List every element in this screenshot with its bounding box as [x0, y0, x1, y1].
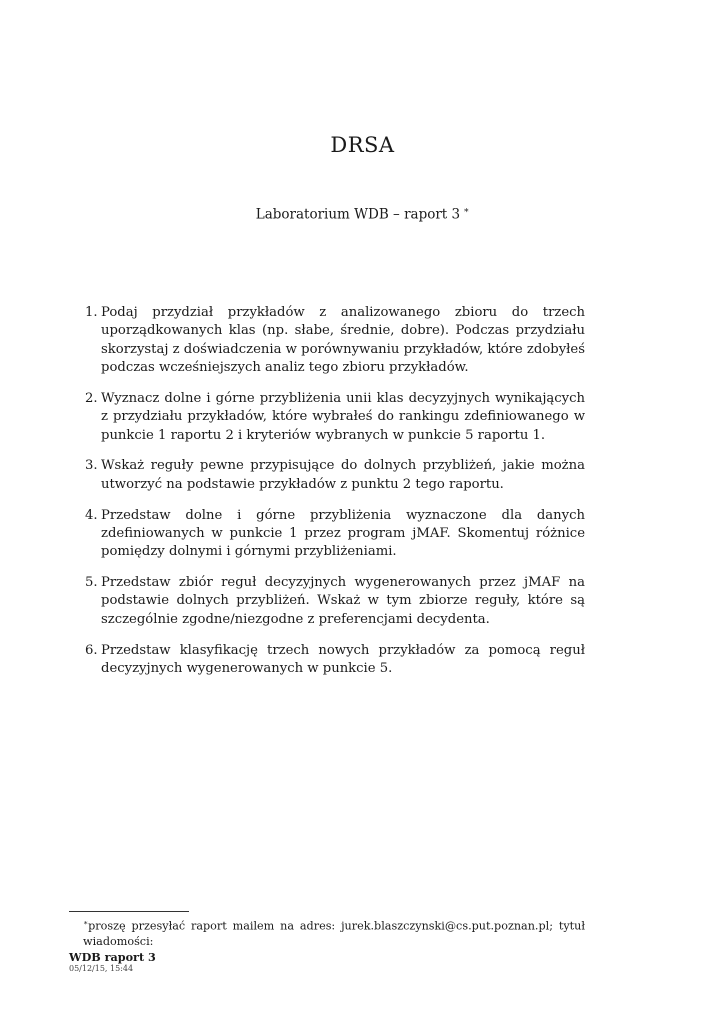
task-text: Podaj przydział przykładów z analizowanego zbioru do trzech uporządkowanych klas (np. słabe, średnie, dobre). Podczas przydziału skorzystaj z doświadczenia w porównywaniu przykładów, które zdobyłeś podczas wcześniejszych analiz tego zbioru przykładów.: [101, 305, 585, 376]
task-text: Wskaż reguły pewne przypisujące do dolnych przybliżeń, jakie można utworzyć na podstawie przykładów z punktu 2 tego raportu.: [101, 458, 585, 492]
document-title: DRSA: [330, 133, 395, 157]
task-item: [75, 574, 585, 629]
subtitle-text: Laboratorium WDB – raport 3: [255, 206, 461, 223]
task-item: [75, 507, 585, 562]
footnote: [69, 915, 585, 965]
task-text: Wyznacz dolne i górne przybliżenia unii klas decyzyjnych wynikających z przydziału przykładów, które wybrałeś do rankingu zdefiniowanego w punkcie 1 raportu 2 i kryteriów wybranych w punkcie 5 raportu 1.: [101, 390, 585, 443]
task-text: Przedstaw zbiór reguł decyzyjnych wygenerowanych przez jMAF na podstawie dolnych przybliżeń. Wskaż w tym zbiorze reguły, które są szczególnie zgodne/niezgodne z preferencjami decydenta.: [101, 575, 585, 627]
footnote-marker: ∗: [83, 918, 89, 927]
task-text: Przedstaw dolne i górne przybliżenia wyznaczone dla danych zdefiniowanych w punkcie 1 przez program jMAF. Skomentuj różnice pomiędzy dolnymi i górnymi przybliżeniami.: [101, 507, 585, 560]
task-list: [75, 304, 585, 691]
footnote-bold-text: WDB raport 3: [69, 949, 156, 964]
footnote-divider: [69, 911, 189, 912]
print-timestamp: 05/12/15, 15:44: [69, 964, 134, 973]
document-subtitle: [0, 206, 725, 223]
task-number: 2.: [85, 390, 98, 406]
task-item: [75, 457, 585, 494]
task-number: 1.: [85, 305, 98, 320]
subtitle-footnote-marker: ∗: [463, 206, 470, 216]
task-number: 5.: [85, 575, 98, 591]
task-item: [75, 390, 585, 445]
task-number: 4.: [85, 507, 98, 523]
task-text: Przedstaw klasyfikację trzech nowych przykładów za pomocą reguł decyzyjnych wygenerowanych w punkcie 5.: [101, 642, 585, 676]
task-item: [75, 304, 585, 378]
task-number: 6.: [85, 642, 98, 658]
footnote-text: proszę przesyłać raport mailem na adres: jurek.blaszczynski@cs.put.poznan.pl; tytuł wiadomości:: [83, 919, 585, 949]
task-number: 3.: [85, 458, 98, 474]
task-item: [75, 642, 585, 679]
